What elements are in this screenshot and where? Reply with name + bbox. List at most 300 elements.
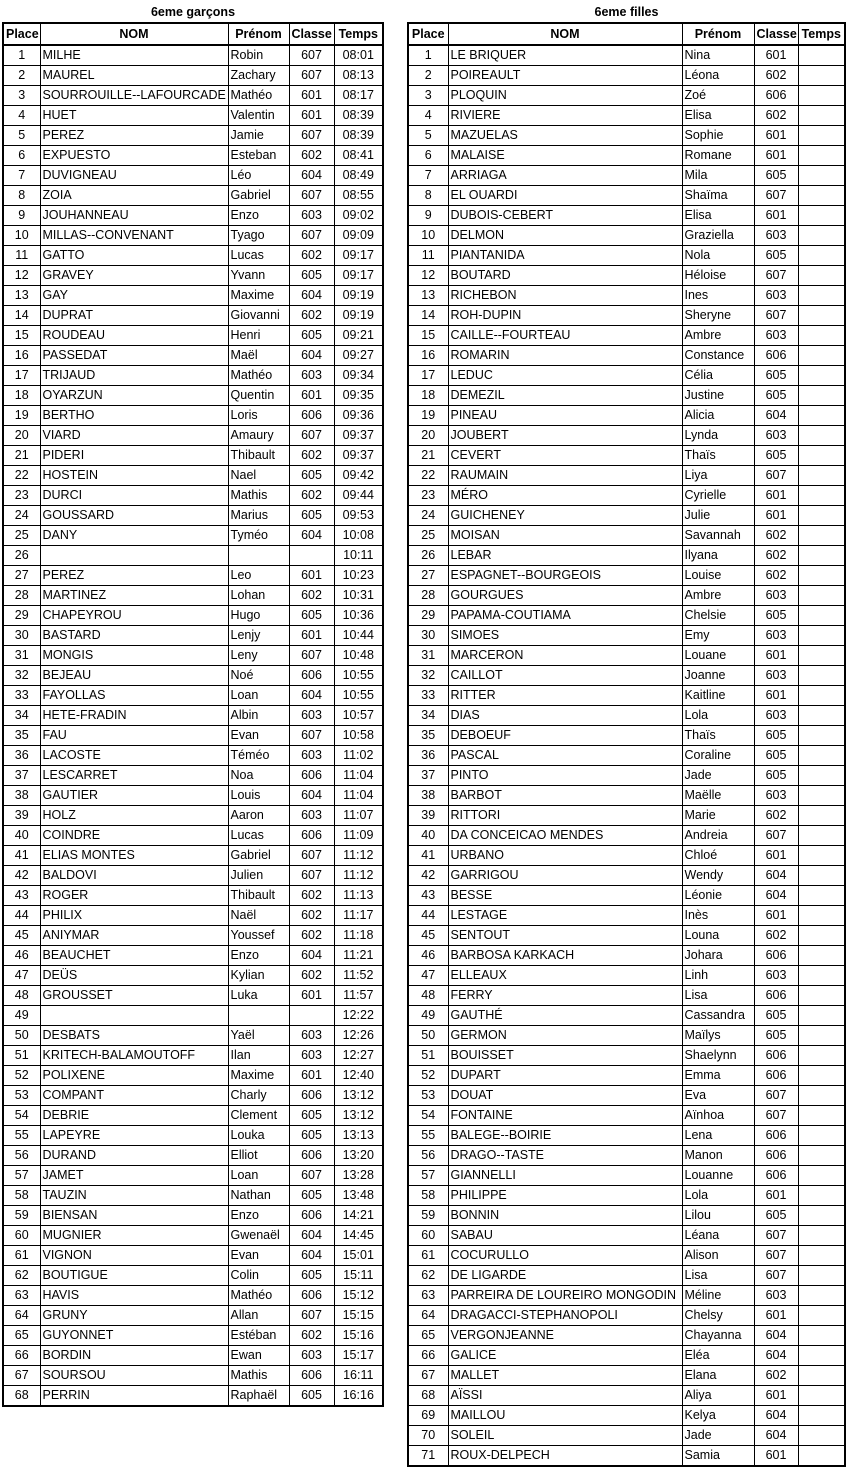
table-row xyxy=(3,66,383,86)
classe-cell: 603 xyxy=(289,806,334,826)
place-cell: 54 xyxy=(3,1106,40,1126)
table-row xyxy=(3,1086,383,1106)
place-cell: 31 xyxy=(3,646,40,666)
temps-cell xyxy=(798,1366,845,1386)
classe-cell: 605 xyxy=(289,1186,334,1206)
nom-cell: SOURSOU xyxy=(40,1366,228,1386)
place-cell: 47 xyxy=(408,966,448,986)
place-cell: 1 xyxy=(3,45,40,66)
nom-cell: BORDIN xyxy=(40,1346,228,1366)
prenom-cell: Valentin xyxy=(228,106,289,126)
classe-cell: 604 xyxy=(289,946,334,966)
nom-cell: BONNIN xyxy=(448,1206,682,1226)
classe-cell: 601 xyxy=(289,386,334,406)
prenom-cell: Ambre xyxy=(682,586,754,606)
header-prenom: Prénom xyxy=(682,23,754,45)
table-row xyxy=(408,946,845,966)
place-cell: 20 xyxy=(3,426,40,446)
table-row xyxy=(3,846,383,866)
place-cell: 69 xyxy=(408,1406,448,1426)
place-cell: 61 xyxy=(408,1246,448,1266)
temps-cell xyxy=(798,206,845,226)
table-row xyxy=(408,746,845,766)
table-row xyxy=(3,1126,383,1146)
classe-cell: 602 xyxy=(754,1366,798,1386)
classe-cell: 603 xyxy=(754,666,798,686)
temps-cell: 09:37 xyxy=(334,426,383,446)
table-row xyxy=(3,1266,383,1286)
temps-cell xyxy=(798,446,845,466)
classe-cell: 602 xyxy=(754,526,798,546)
place-cell: 62 xyxy=(3,1266,40,1286)
temps-cell: 09:44 xyxy=(334,486,383,506)
place-cell: 56 xyxy=(408,1146,448,1166)
temps-cell xyxy=(798,626,845,646)
place-cell: 38 xyxy=(3,786,40,806)
temps-cell: 15:01 xyxy=(334,1246,383,1266)
nom-cell: RIVIERE xyxy=(448,106,682,126)
place-cell: 54 xyxy=(408,1106,448,1126)
temps-cell: 11:12 xyxy=(334,866,383,886)
prenom-cell: Charly xyxy=(228,1086,289,1106)
nom-cell: BERTHO xyxy=(40,406,228,426)
prenom-cell: Nathan xyxy=(228,1186,289,1206)
nom-cell: JOUHANNEAU xyxy=(40,206,228,226)
nom-cell: LE BRIQUER xyxy=(448,45,682,66)
table-row xyxy=(3,166,383,186)
nom-cell: CEVERT xyxy=(448,446,682,466)
prenom-cell: Maël xyxy=(228,346,289,366)
place-cell: 32 xyxy=(3,666,40,686)
table-row xyxy=(3,466,383,486)
temps-cell: 08:49 xyxy=(334,166,383,186)
nom-cell: MALLET xyxy=(448,1366,682,1386)
classe-cell: 606 xyxy=(754,1166,798,1186)
place-cell: 68 xyxy=(3,1386,40,1407)
prenom-cell: Jade xyxy=(682,1426,754,1446)
nom-cell: RITTER xyxy=(448,686,682,706)
nom-cell: COMPANT xyxy=(40,1086,228,1106)
temps-cell xyxy=(798,86,845,106)
classe-cell: 606 xyxy=(289,406,334,426)
table-row xyxy=(3,726,383,746)
classe-cell: 603 xyxy=(754,226,798,246)
nom-cell: FAU xyxy=(40,726,228,746)
place-cell: 5 xyxy=(3,126,40,146)
place-cell: 64 xyxy=(408,1306,448,1326)
table-row xyxy=(408,1346,845,1366)
place-cell: 49 xyxy=(408,1006,448,1026)
prenom-cell: Chelsy xyxy=(682,1306,754,1326)
table-row xyxy=(408,606,845,626)
nom-cell: GUYONNET xyxy=(40,1326,228,1346)
nom-cell: CHAPEYROU xyxy=(40,606,228,626)
place-cell: 63 xyxy=(3,1286,40,1306)
place-cell: 14 xyxy=(408,306,448,326)
table-row xyxy=(3,1066,383,1086)
nom-cell xyxy=(40,1006,228,1026)
table-row xyxy=(3,606,383,626)
temps-cell xyxy=(798,706,845,726)
place-cell: 35 xyxy=(3,726,40,746)
prenom-cell: Justine xyxy=(682,386,754,406)
temps-cell: 09:19 xyxy=(334,306,383,326)
classe-cell: 607 xyxy=(289,1166,334,1186)
classe-cell: 602 xyxy=(289,306,334,326)
table-row xyxy=(408,186,845,206)
temps-cell: 12:26 xyxy=(334,1026,383,1046)
nom-cell: SIMOES xyxy=(448,626,682,646)
place-cell: 8 xyxy=(408,186,448,206)
table-row xyxy=(3,1006,383,1026)
table-row xyxy=(408,1126,845,1146)
place-cell: 2 xyxy=(3,66,40,86)
nom-cell: LACOSTE xyxy=(40,746,228,766)
prenom-cell: Maxime xyxy=(228,286,289,306)
place-cell: 52 xyxy=(408,1066,448,1086)
nom-cell: ELIAS MONTES xyxy=(40,846,228,866)
temps-cell xyxy=(798,1406,845,1426)
table-row xyxy=(3,406,383,426)
temps-cell: 12:22 xyxy=(334,1006,383,1026)
table-row xyxy=(408,1306,845,1326)
temps-cell: 15:12 xyxy=(334,1286,383,1306)
place-cell: 59 xyxy=(408,1206,448,1226)
classe-cell: 601 xyxy=(289,566,334,586)
table-row xyxy=(408,426,845,446)
classe-cell: 602 xyxy=(289,966,334,986)
prenom-cell: Thaïs xyxy=(682,446,754,466)
place-cell: 63 xyxy=(408,1286,448,1306)
temps-cell xyxy=(798,386,845,406)
place-cell: 65 xyxy=(3,1326,40,1346)
prenom-cell: Naël xyxy=(228,906,289,926)
place-cell: 66 xyxy=(3,1346,40,1366)
table-row xyxy=(3,926,383,946)
classe-cell: 604 xyxy=(754,1346,798,1366)
place-cell: 40 xyxy=(408,826,448,846)
temps-cell: 13:12 xyxy=(334,1086,383,1106)
prenom-cell: Méline xyxy=(682,1286,754,1306)
classe-cell: 601 xyxy=(754,906,798,926)
temps-cell xyxy=(798,1126,845,1146)
classe-cell xyxy=(289,546,334,566)
classe-cell: 607 xyxy=(289,846,334,866)
prenom-cell: Colin xyxy=(228,1266,289,1286)
nom-cell: GAY xyxy=(40,286,228,306)
classe-cell: 601 xyxy=(754,126,798,146)
place-cell: 57 xyxy=(408,1166,448,1186)
place-cell: 37 xyxy=(408,766,448,786)
classe-cell: 606 xyxy=(754,1146,798,1166)
table-row xyxy=(408,1066,845,1086)
classe-cell: 603 xyxy=(289,1026,334,1046)
table-row xyxy=(3,106,383,126)
table-row xyxy=(3,546,383,566)
classe-cell: 601 xyxy=(754,506,798,526)
temps-cell: 11:07 xyxy=(334,806,383,826)
prenom-cell: Thibault xyxy=(228,886,289,906)
prenom-cell: Chloé xyxy=(682,846,754,866)
table-row xyxy=(408,226,845,246)
prenom-cell xyxy=(228,1006,289,1026)
temps-cell xyxy=(798,1326,845,1346)
classe-cell: 603 xyxy=(289,206,334,226)
temps-cell: 11:04 xyxy=(334,766,383,786)
prenom-cell: Amaury xyxy=(228,426,289,446)
temps-cell xyxy=(798,686,845,706)
prenom-cell: Joanne xyxy=(682,666,754,686)
prenom-cell: Zoé xyxy=(682,86,754,106)
table-row xyxy=(3,1106,383,1126)
classe-cell: 605 xyxy=(289,1266,334,1286)
prenom-cell: Kaitline xyxy=(682,686,754,706)
temps-cell xyxy=(798,766,845,786)
classe-cell: 602 xyxy=(754,566,798,586)
girls-block xyxy=(407,2,846,1467)
temps-cell xyxy=(798,506,845,526)
classe-cell: 602 xyxy=(754,106,798,126)
table-row xyxy=(408,146,845,166)
table-row xyxy=(3,1026,383,1046)
nom-cell: ARRIAGA xyxy=(448,166,682,186)
nom-cell: EL OUARDI xyxy=(448,186,682,206)
place-cell: 8 xyxy=(3,186,40,206)
prenom-cell: Alison xyxy=(682,1246,754,1266)
place-cell: 43 xyxy=(408,886,448,906)
table-row xyxy=(3,766,383,786)
boys-block xyxy=(2,2,384,1407)
table-row xyxy=(408,86,845,106)
temps-cell: 09:53 xyxy=(334,506,383,526)
temps-cell xyxy=(798,286,845,306)
temps-cell xyxy=(798,1266,845,1286)
temps-cell xyxy=(798,946,845,966)
place-cell: 15 xyxy=(3,326,40,346)
temps-cell: 08:17 xyxy=(334,86,383,106)
classe-cell: 603 xyxy=(289,366,334,386)
table-row xyxy=(408,886,845,906)
table-row xyxy=(408,106,845,126)
nom-cell: ELLEAUX xyxy=(448,966,682,986)
temps-cell xyxy=(798,226,845,246)
classe-cell: 603 xyxy=(754,586,798,606)
prenom-cell: Louanne xyxy=(682,1166,754,1186)
boys-table xyxy=(2,22,384,1407)
prenom-cell: Manon xyxy=(682,1146,754,1166)
nom-cell: BOUISSET xyxy=(448,1046,682,1066)
classe-cell: 601 xyxy=(754,45,798,66)
temps-cell xyxy=(798,1246,845,1266)
place-cell: 1 xyxy=(408,45,448,66)
temps-cell xyxy=(798,1346,845,1366)
temps-cell: 08:39 xyxy=(334,126,383,146)
boys-header-row xyxy=(3,23,383,45)
prenom-cell: Elisa xyxy=(682,106,754,126)
temps-cell xyxy=(798,346,845,366)
place-cell: 33 xyxy=(408,686,448,706)
temps-cell xyxy=(798,66,845,86)
nom-cell: DUPRAT xyxy=(40,306,228,326)
nom-cell: PIANTANIDA xyxy=(448,246,682,266)
prenom-cell: Léona xyxy=(682,66,754,86)
prenom-cell: Lola xyxy=(682,1186,754,1206)
temps-cell: 10:55 xyxy=(334,666,383,686)
nom-cell: ESPAGNET--BOURGEOIS xyxy=(448,566,682,586)
table-row xyxy=(3,986,383,1006)
table-row xyxy=(3,266,383,286)
temps-cell: 11:09 xyxy=(334,826,383,846)
classe-cell: 604 xyxy=(754,1406,798,1426)
table-row xyxy=(3,126,383,146)
temps-cell: 13:28 xyxy=(334,1166,383,1186)
place-cell: 31 xyxy=(408,646,448,666)
temps-cell xyxy=(798,166,845,186)
classe-cell: 603 xyxy=(289,746,334,766)
place-cell: 12 xyxy=(3,266,40,286)
nom-cell: SOLEIL xyxy=(448,1426,682,1446)
temps-cell xyxy=(798,806,845,826)
table-row xyxy=(408,826,845,846)
classe-cell: 606 xyxy=(289,766,334,786)
classe-cell: 603 xyxy=(754,786,798,806)
place-cell: 70 xyxy=(408,1426,448,1446)
nom-cell: PHILIX xyxy=(40,906,228,926)
prenom-cell: Constance xyxy=(682,346,754,366)
classe-cell: 606 xyxy=(289,1146,334,1166)
place-cell: 62 xyxy=(408,1266,448,1286)
classe-cell: 605 xyxy=(754,1026,798,1046)
classe-cell: 607 xyxy=(754,186,798,206)
nom-cell: PASSEDAT xyxy=(40,346,228,366)
nom-cell xyxy=(40,546,228,566)
table-row xyxy=(408,1386,845,1406)
prenom-cell: Marie xyxy=(682,806,754,826)
classe-cell: 604 xyxy=(289,686,334,706)
nom-cell: GERMON xyxy=(448,1026,682,1046)
prenom-cell: Lenjy xyxy=(228,626,289,646)
nom-cell: HOLZ xyxy=(40,806,228,826)
classe-cell: 603 xyxy=(289,706,334,726)
temps-cell xyxy=(798,1066,845,1086)
classe-cell: 606 xyxy=(754,346,798,366)
nom-cell: GOUSSARD xyxy=(40,506,228,526)
prenom-cell: Mathis xyxy=(228,1366,289,1386)
prenom-cell: Nola xyxy=(682,246,754,266)
classe-cell: 605 xyxy=(754,766,798,786)
classe-cell: 602 xyxy=(289,906,334,926)
prenom-cell: Savannah xyxy=(682,526,754,546)
place-cell: 25 xyxy=(3,526,40,546)
nom-cell: PARREIRA DE LOUREIRO MONGODIN xyxy=(448,1286,682,1306)
classe-cell: 602 xyxy=(289,886,334,906)
temps-cell: 08:39 xyxy=(334,106,383,126)
table-row xyxy=(408,466,845,486)
nom-cell: GRAVEY xyxy=(40,266,228,286)
classe-cell: 604 xyxy=(289,346,334,366)
nom-cell: DA CONCEICAO MENDES xyxy=(448,826,682,846)
prenom-cell: Mathéo xyxy=(228,1286,289,1306)
table-row xyxy=(3,226,383,246)
classe-cell: 603 xyxy=(754,626,798,646)
nom-cell: GUICHENEY xyxy=(448,506,682,526)
table-row xyxy=(3,526,383,546)
classe-cell: 606 xyxy=(754,1126,798,1146)
nom-cell: HAVIS xyxy=(40,1286,228,1306)
classe-cell: 605 xyxy=(754,1206,798,1226)
temps-cell xyxy=(798,906,845,926)
nom-cell: PEREZ xyxy=(40,566,228,586)
nom-cell: MILLAS--CONVENANT xyxy=(40,226,228,246)
classe-cell: 606 xyxy=(289,1366,334,1386)
prenom-cell: Hugo xyxy=(228,606,289,626)
prenom-cell: Elisa xyxy=(682,206,754,226)
table-row xyxy=(408,1406,845,1426)
table-row xyxy=(408,346,845,366)
temps-cell xyxy=(798,126,845,146)
nom-cell: VERGONJEANNE xyxy=(448,1326,682,1346)
place-cell: 71 xyxy=(408,1446,448,1467)
nom-cell: PASCAL xyxy=(448,746,682,766)
place-cell: 43 xyxy=(3,886,40,906)
prenom-cell: Téméo xyxy=(228,746,289,766)
place-cell: 13 xyxy=(408,286,448,306)
classe-cell: 605 xyxy=(754,366,798,386)
classe-cell: 607 xyxy=(289,186,334,206)
classe-cell: 605 xyxy=(754,606,798,626)
nom-cell: GATTO xyxy=(40,246,228,266)
table-row xyxy=(408,1026,845,1046)
prenom-cell: Enzo xyxy=(228,1206,289,1226)
nom-cell: SENTOUT xyxy=(448,926,682,946)
nom-cell: JOUBERT xyxy=(448,426,682,446)
place-cell: 16 xyxy=(3,346,40,366)
classe-cell: 606 xyxy=(289,826,334,846)
table-row xyxy=(408,45,845,66)
prenom-cell: Zachary xyxy=(228,66,289,86)
prenom-cell: Clement xyxy=(228,1106,289,1126)
temps-cell xyxy=(798,1006,845,1026)
place-cell: 48 xyxy=(3,986,40,1006)
place-cell: 58 xyxy=(3,1186,40,1206)
table-row xyxy=(408,166,845,186)
classe-cell: 607 xyxy=(289,66,334,86)
table-row xyxy=(408,646,845,666)
place-cell: 44 xyxy=(3,906,40,926)
nom-cell: DRAGACCI-STEPHANOPOLI xyxy=(448,1306,682,1326)
nom-cell: OYARZUN xyxy=(40,386,228,406)
temps-cell: 09:27 xyxy=(334,346,383,366)
place-cell: 23 xyxy=(3,486,40,506)
temps-cell: 13:12 xyxy=(334,1106,383,1126)
classe-cell: 601 xyxy=(754,1446,798,1467)
temps-cell xyxy=(798,746,845,766)
header-prenom: Prénom xyxy=(228,23,289,45)
place-cell: 26 xyxy=(3,546,40,566)
classe-cell: 606 xyxy=(754,1066,798,1086)
prenom-cell: Robin xyxy=(228,45,289,66)
place-cell: 39 xyxy=(3,806,40,826)
temps-cell xyxy=(798,986,845,1006)
temps-cell xyxy=(798,966,845,986)
temps-cell: 08:55 xyxy=(334,186,383,206)
prenom-cell: Shaelynn xyxy=(682,1046,754,1066)
nom-cell: MILHE xyxy=(40,45,228,66)
classe-cell: 607 xyxy=(289,646,334,666)
place-cell: 5 xyxy=(408,126,448,146)
nom-cell: MÉRO xyxy=(448,486,682,506)
temps-cell xyxy=(798,546,845,566)
